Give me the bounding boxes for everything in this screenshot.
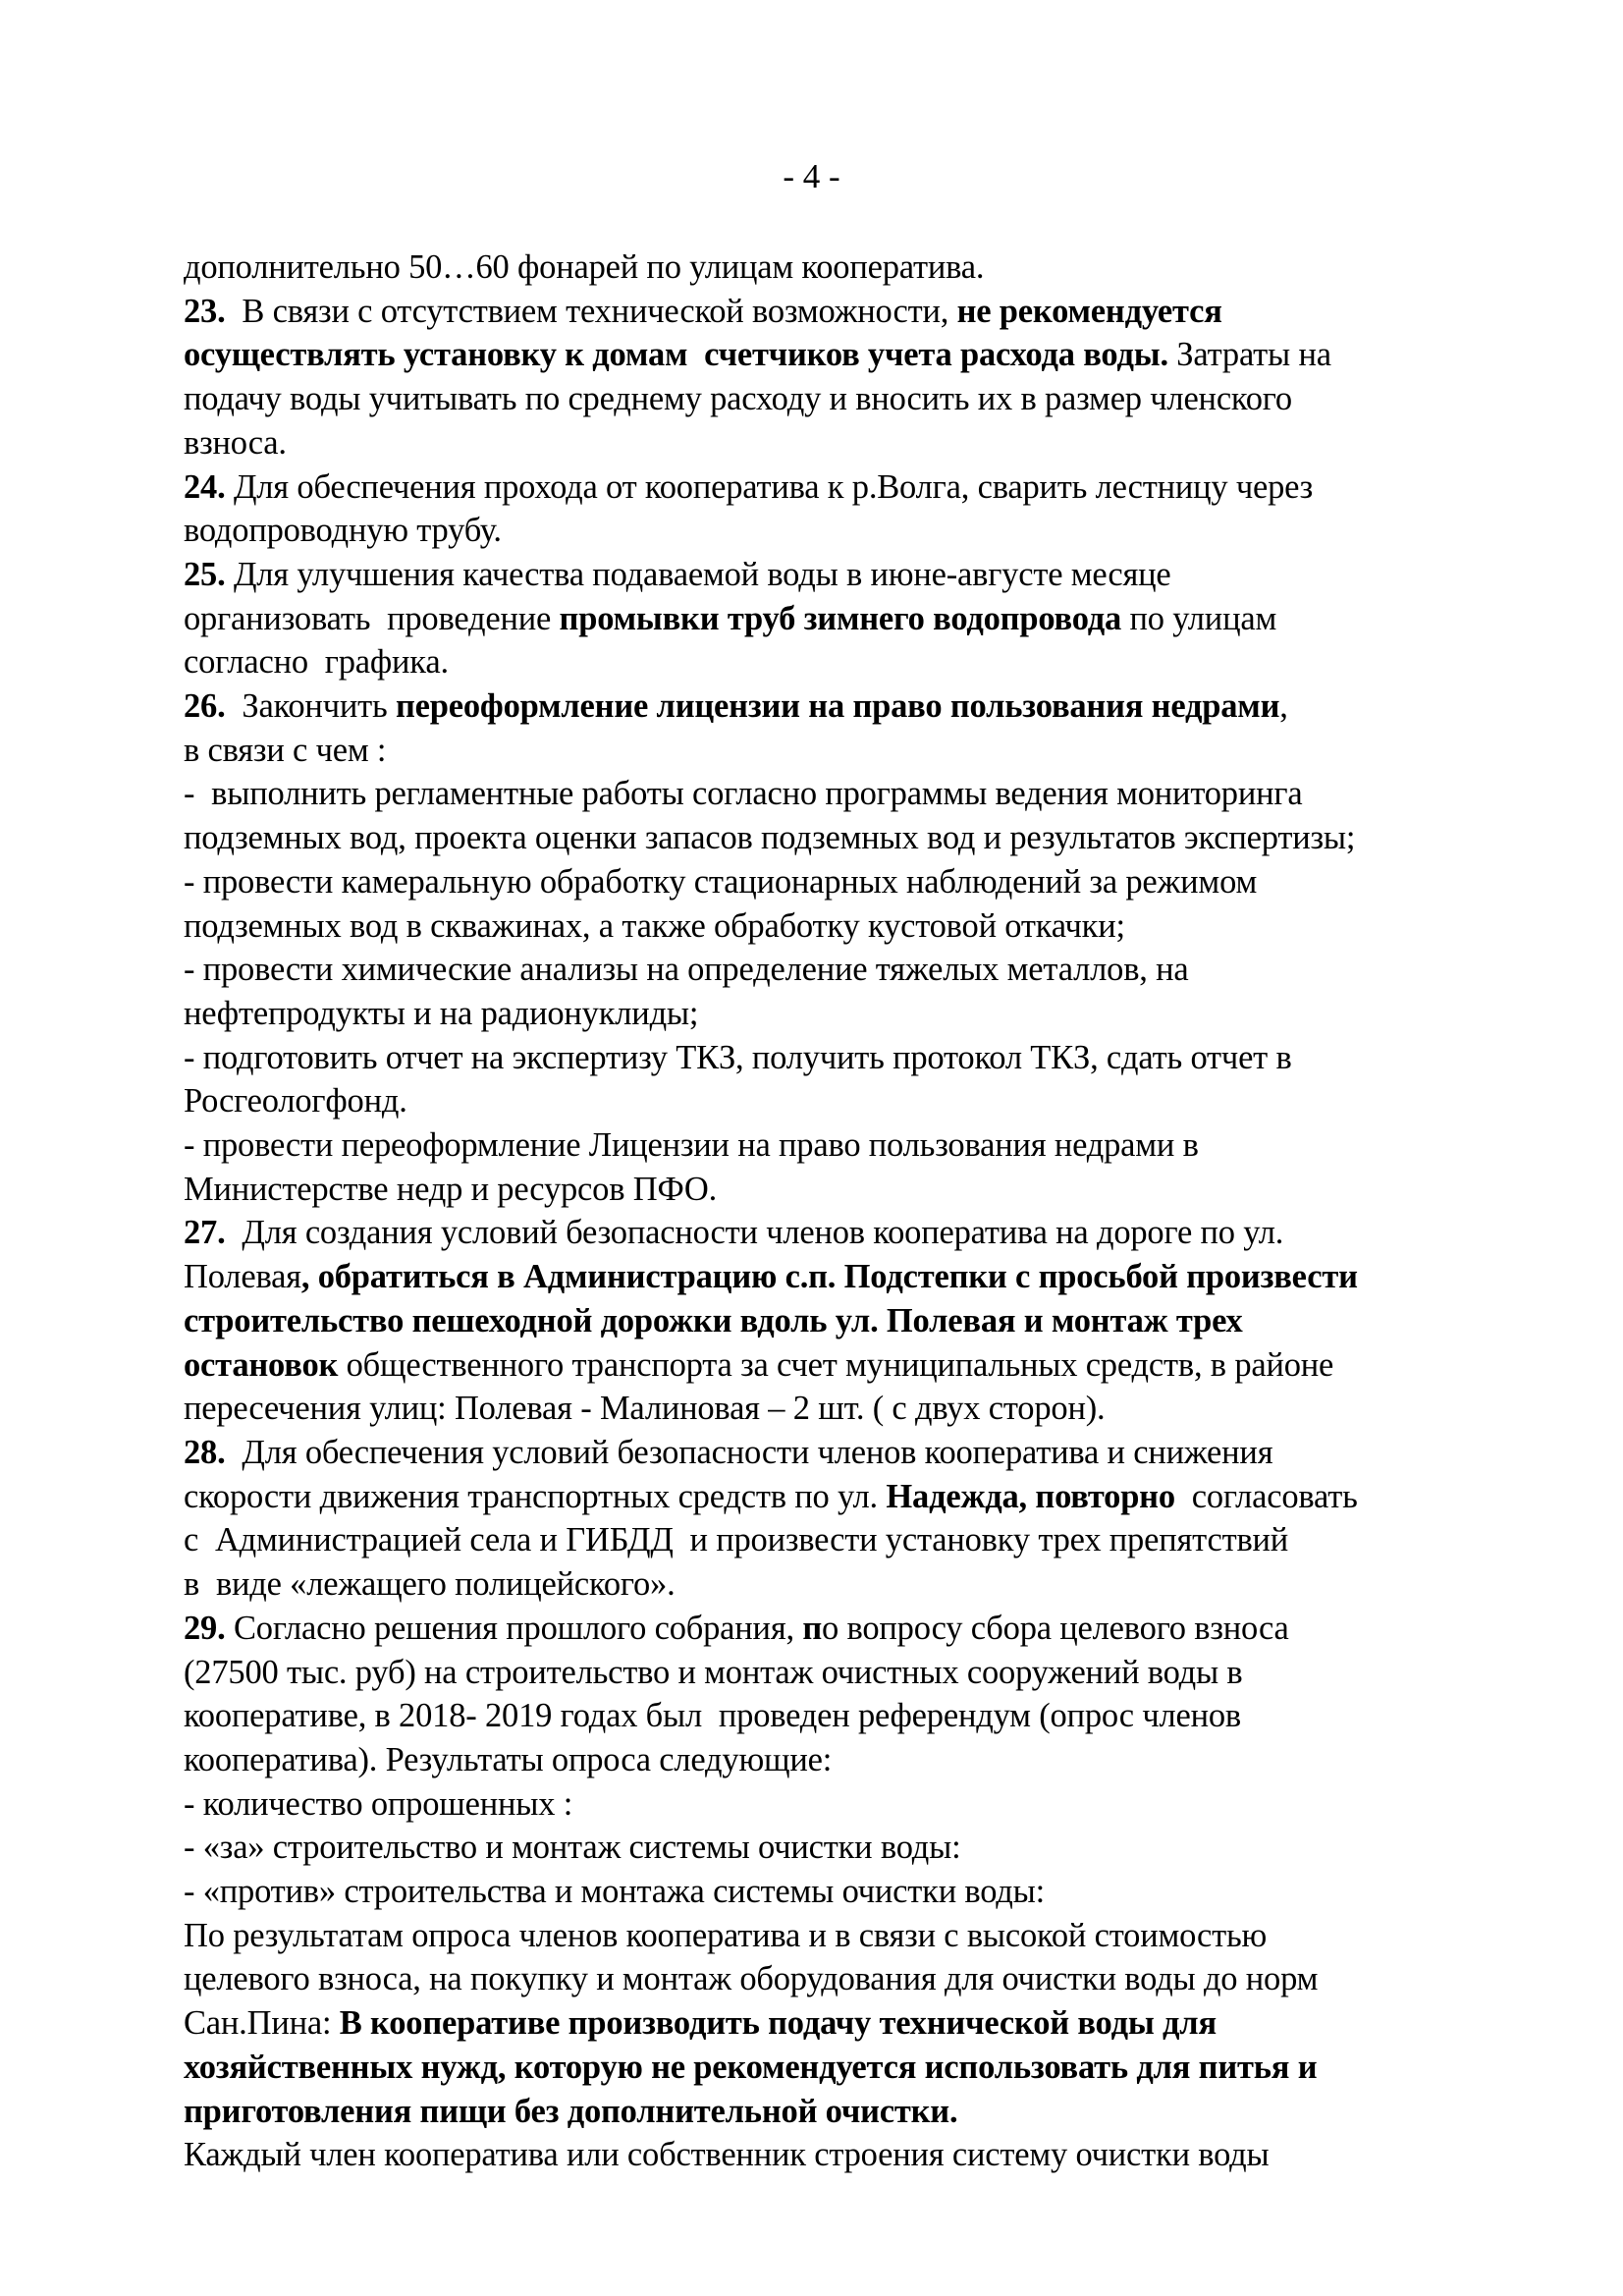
text-line — [184, 1123, 1558, 1168]
text-run: организовать проведение — [184, 599, 560, 637]
text-line — [184, 640, 1558, 684]
text-run: - провести химические анализы на определение тяжелых металлов, на — [184, 951, 1189, 989]
text-line — [184, 2046, 1558, 2090]
text-run: Полевая — [184, 1258, 301, 1296]
text-run: пересечения улиц: Полевая - Малиновая – 2 шт. ( с двух сторон). — [184, 1390, 1106, 1428]
text-line — [184, 1782, 1558, 1827]
text-line — [184, 1738, 1558, 1782]
text-line — [184, 333, 1558, 377]
text-run: В связи с отсутствием технической возможности, — [225, 292, 957, 330]
bold-text: 28. — [184, 1433, 226, 1471]
text-run: водопроводную трубу. — [184, 512, 502, 550]
text-line — [184, 948, 1558, 992]
text-line — [184, 421, 1558, 465]
bold-text: промывки труб зимнего водопровода — [559, 599, 1122, 637]
text-line — [184, 1694, 1558, 1738]
text-run: Сан.Пина: — [184, 2004, 340, 2043]
text-run: - провести переоформление Лицензии на право пользования недрами в — [184, 1126, 1199, 1165]
text-run: Затраты на — [1167, 336, 1331, 374]
text-run: Для обеспечения прохода от кооператива к р.Волга, сварить лестницу через — [225, 467, 1314, 506]
text-line — [184, 1343, 1558, 1388]
text-line — [184, 1211, 1558, 1255]
text-run: дополнительно 50…60 фонарей по улицам кооператива. — [184, 248, 985, 286]
text-line — [184, 1651, 1558, 1695]
text-line — [184, 992, 1558, 1036]
bold-text: строительство пешеходной дорожки вдоль ул. Полевая и монтаж трех — [184, 1301, 1243, 1339]
text-line — [184, 597, 1558, 641]
text-run: Для создания условий безопасности членов кооператива на дороге по ул. — [225, 1214, 1284, 1252]
text-run: целевого взноса, на покупку и монтаж оборудования для очистки воды до норм — [184, 1960, 1319, 1998]
text-run: - количество опрошенных : — [184, 1784, 573, 1823]
bold-text: остановок — [184, 1345, 339, 1384]
text-run: - «за» строительство и монтаж системы очистки воды: — [184, 1829, 961, 1867]
bold-text: не рекомендуется — [956, 292, 1222, 330]
text-run: Министерстве недр и ресурсов ПФО. — [184, 1170, 718, 1208]
text-run: Для обеспечения условий безопасности членов кооператива и снижения — [225, 1433, 1273, 1471]
text-run: Согласно решения прошлого собрания, — [225, 1609, 803, 1647]
text-line — [184, 1562, 1558, 1607]
text-run: - провести камеральную обработку стационарных наблюдений за режимом — [184, 862, 1258, 901]
text-run: с Администрацией села и ГИБДД и произвести установку трех препятствий — [184, 1521, 1289, 1559]
text-run: взноса. — [184, 423, 287, 462]
text-run: скорости движения транспортных средств по ул. — [184, 1477, 887, 1515]
text-line — [184, 904, 1558, 949]
text-line — [184, 772, 1558, 816]
text-run: согласовать — [1174, 1477, 1358, 1515]
bold-text: осуществлять установку к домам счетчиков учета расхода воды. — [184, 336, 1168, 374]
text-line — [184, 1826, 1558, 1870]
text-line — [184, 290, 1558, 334]
text-line — [184, 1957, 1558, 2001]
text-run: подачу воды учитывать по среднему расходу и вносить их в размер членского — [184, 380, 1292, 418]
text-run: о вопросу сбора целевого взноса — [822, 1609, 1289, 1647]
text-run: - «против» строительства и монтажа системы очистки воды: — [184, 1873, 1046, 1911]
bold-text: 24. — [184, 467, 226, 506]
text-line — [184, 509, 1558, 553]
bold-text: Надежда, повторно — [886, 1477, 1175, 1515]
text-run: (27500 тыс. руб) на строительство и монтаж очистных сооружений воды в — [184, 1653, 1243, 1691]
bold-text: 23. — [184, 292, 226, 330]
text-line — [184, 2133, 1558, 2177]
body-text — [184, 246, 1558, 2177]
text-run: Для улучшения качества подаваемой воды в июне-августе месяце — [225, 555, 1171, 593]
text-line — [184, 860, 1558, 904]
text-line — [184, 465, 1558, 510]
bold-text: В кооперативе производить подачу технической воды для — [339, 2004, 1217, 2043]
text-run: По результатам опроса членов кооператива и в связи с высокой стоимостью — [184, 1916, 1268, 1954]
bold-text: 27. — [184, 1214, 226, 1252]
text-line — [184, 1036, 1558, 1080]
text-line — [184, 816, 1558, 860]
page-number: - 4 - — [783, 157, 840, 195]
bold-text: хозяйственных нужд, которую не рекомендуется использовать для питья и — [184, 2048, 1318, 2086]
text-run: согласно графика. — [184, 643, 449, 682]
text-run: - выполнить регламентные работы согласно программы ведения мониторинга — [184, 775, 1303, 813]
text-run: Закончить — [225, 687, 396, 726]
text-line — [184, 377, 1558, 421]
bold-text: 25. — [184, 555, 226, 593]
text-line — [184, 1607, 1558, 1651]
text-line — [184, 1518, 1558, 1562]
bold-text: п — [802, 1609, 823, 1647]
text-run: нефтепродукты и на радионуклиды; — [184, 994, 699, 1032]
text-line — [184, 1255, 1558, 1299]
text-run: кооператива). Результаты опроса следующие: — [184, 1740, 833, 1778]
text-line — [184, 1431, 1558, 1475]
bold-text: 29. — [184, 1609, 226, 1647]
bold-text: приготовления пищи без дополнительной очистки. — [184, 2092, 958, 2130]
text-run: по улицам — [1121, 599, 1277, 637]
text-run: в связи с чем : — [184, 731, 387, 769]
text-run: подземных вод в скважинах, а также обработку кустовой откачки; — [184, 906, 1125, 945]
text-run: Росгеологфонд. — [184, 1082, 407, 1121]
text-run: подземных вод, проекта оценки запасов подземных вод и результатов экспертизы; — [184, 819, 1356, 857]
text-line — [184, 729, 1558, 773]
text-line — [184, 2090, 1558, 2134]
bold-text: переоформление лицензии на право пользования недрами — [395, 687, 1280, 726]
text-line — [184, 2001, 1558, 2046]
text-line — [184, 246, 1558, 290]
text-line — [184, 1168, 1558, 1212]
text-line — [184, 1870, 1558, 1914]
text-line — [184, 1299, 1558, 1343]
text-line — [184, 1475, 1558, 1519]
text-line — [184, 1914, 1558, 1958]
text-line — [184, 553, 1558, 597]
text-run: общественного транспорта за счет муниципальных средств, в районе — [338, 1345, 1334, 1384]
text-run: Каждый член кооператива или собственник строения систему очистки воды — [184, 2136, 1270, 2174]
text-run: - подготовить отчет на экспертизу ТКЗ, получить протокол ТКЗ, сдать отчет в — [184, 1038, 1292, 1076]
text-line — [184, 1079, 1558, 1123]
bold-text: 26. — [184, 687, 226, 726]
bold-text: , обратиться в Администрацию с.п. Подстепки с просьбой произвести — [300, 1258, 1358, 1296]
text-run: в виде «лежащего полицейского». — [184, 1565, 676, 1604]
text-line — [184, 1387, 1558, 1431]
text-run: , — [1279, 687, 1288, 726]
text-run: кооперативе, в 2018- 2019 годах был проведен референдум (опрос членов — [184, 1697, 1242, 1735]
text-line — [184, 684, 1558, 729]
